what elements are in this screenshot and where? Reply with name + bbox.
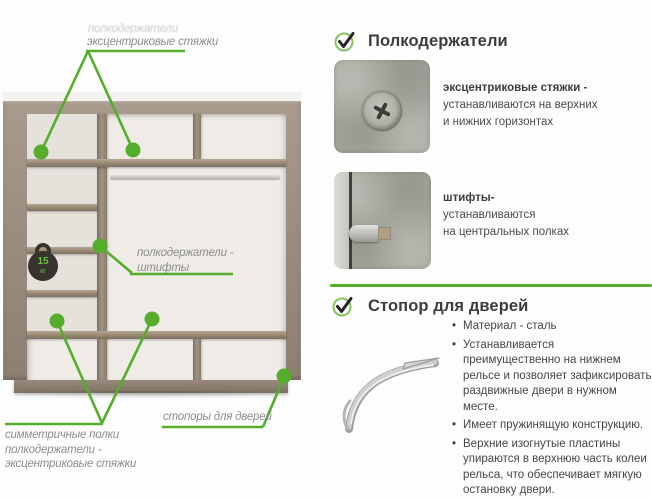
hanging-rail: [110, 175, 280, 179]
mid-label-line1: полкодержатели -: [137, 247, 234, 259]
left-column-backwall: [27, 114, 97, 331]
hardware-name: штифты-: [443, 192, 495, 204]
door-stopper-illustration: [333, 331, 451, 441]
pin-panel-seam: [349, 172, 352, 269]
hardware-desc-line: устанавливаются: [443, 209, 536, 221]
center-divider: [97, 114, 107, 331]
section-divider: [330, 284, 652, 287]
kettlebell-weight-icon: [27, 243, 59, 289]
pin-text: [443, 190, 569, 241]
section-title-shelf-holders: Полкодержатели: [368, 32, 508, 50]
door-stopper-bullet-list: [452, 319, 652, 500]
top-right-divider: [193, 114, 201, 159]
check-icon: [331, 294, 357, 318]
bullet-item: • Материал - сталь: [452, 319, 652, 335]
bullet-item: • Устанавливается преимущественно на нижнем рельсе и позволяет зафиксировать раздвижные двери в нужном месте.: [452, 338, 652, 416]
info-panel: [330, 26, 652, 496]
wardrobe-frame: [3, 101, 301, 380]
left-shelf: [27, 204, 97, 211]
pin-panel-edge: [334, 172, 349, 269]
bottom-label-line3: эксцентриковые стяжки: [5, 458, 137, 470]
pin-body: [349, 225, 379, 242]
hardware-desc-line: на центральных полках: [443, 226, 569, 238]
bottom-right-divider: [193, 339, 201, 382]
stopper-label: стопоры для дверей: [163, 411, 272, 423]
floor-shadow: [9, 391, 295, 400]
weight-unit: кг: [40, 268, 46, 275]
mid-label-line2: штифты: [137, 261, 189, 274]
top-label-faded: полкодержатели: [88, 23, 178, 35]
top-shelf: [27, 159, 286, 167]
section-title-door-stopper: Стопор для дверей: [368, 297, 529, 315]
bullet-item: • Верхние изогнутые пластины упираются в верхнюю часть колеи рельса, что обеспечивает мягкую остановку двери.: [452, 437, 652, 499]
top-label: эксцентриковые стяжки: [87, 36, 219, 48]
bottom-label: [5, 428, 136, 472]
left-shelf: [27, 290, 97, 297]
bottom-label-line1: симметричные полки: [5, 429, 119, 441]
bottom-label-line2: полкодержатели -: [5, 443, 102, 456]
mid-label: [137, 246, 233, 275]
cam-ring: [362, 91, 402, 131]
weight-value: 15: [37, 256, 49, 267]
kettlebell-ball: [28, 251, 58, 281]
bottom-center-divider: [97, 339, 107, 382]
hardware-desc-line: устанавливаются на верхних: [443, 99, 598, 111]
pin-photo: [334, 172, 431, 269]
eccentric-cam-text: [443, 80, 598, 131]
bottom-shelf: [27, 331, 286, 339]
wardrobe-diagram: [3, 92, 301, 394]
bullet-item: • Имеет пружинящую конструкцию.: [452, 418, 652, 434]
check-icon: [333, 29, 359, 53]
hardware-name: эксцентриковые стяжки -: [443, 82, 588, 94]
hardware-desc-line: и нижних горизонтах: [443, 116, 554, 128]
pin-tip: [378, 227, 391, 240]
eccentric-cam-photo: [334, 60, 430, 153]
